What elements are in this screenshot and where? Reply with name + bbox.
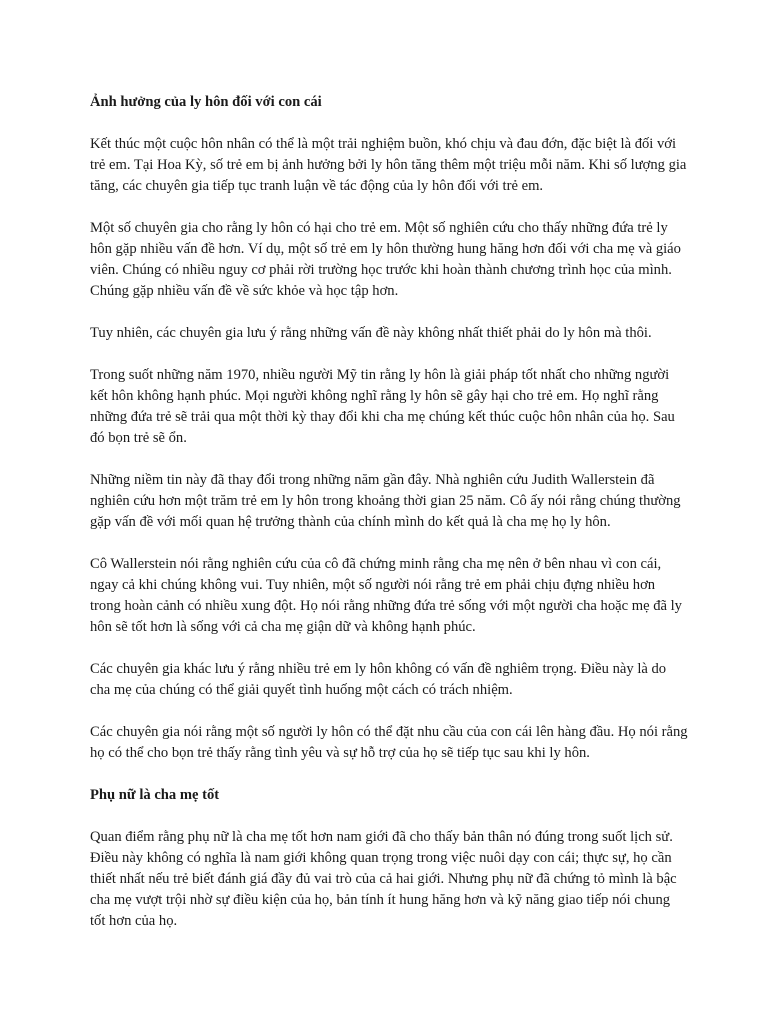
paragraph: Một số chuyên gia cho rằng ly hôn có hại cho trẻ em. Một số nghiên cứu cho thấy những đứa trẻ ly hôn gặp nhiều vấn đề hơn. Ví dụ, một số trẻ em ly hôn thường hung hăng hơn đối với cha mẹ và giáo viên. Chúng có nhiều nguy cơ phải rời trường học trước khi hoàn thành chương trình học của mình. Chúng gặp nhiều vấn đề về sức khỏe và học tập hơn. [90,220,681,299]
paragraph: Các chuyên gia khác lưu ý rằng nhiều trẻ em ly hôn không có vấn đề nghiêm trọng. Điều này là do cha mẹ của chúng có thể giải quyết tình huống một cách có trách nhiệm. [90,661,667,698]
paragraph: Trong suốt những năm 1970, nhiều người Mỹ tin rằng ly hôn là giải pháp tốt nhất cho những người kết hôn không hạnh phúc. Mọi người không nghĩ rằng ly hôn sẽ gây hại cho trẻ em. Họ nghĩ rằng những đứa trẻ sẽ trải qua một thời kỳ thay đổi khi cha mẹ chúng kết thúc cuộc hôn nhân của họ. Sau đó bọn trẻ sẽ ổn. [90,367,675,446]
paragraph: Những niềm tin này đã thay đổi trong những năm gần đây. Nhà nghiên cứu Judith Wallerstein đã nghiên cứu hơn một trăm trẻ em ly hôn trong khoảng thời gian 25 năm. Cô ấy nói rằng chúng thường gặp vấn đề với mối quan hệ trưởng thành của chính mình do kết quả là cha mẹ họ ly hôn. [90,472,681,530]
document-page [90,92,688,953]
section-heading-divorce-effects: Ảnh hưởng của ly hôn đối với con cái [90,94,322,110]
paragraph: Tuy nhiên, các chuyên gia lưu ý rằng những vấn đề này không nhất thiết phải do ly hôn mà thôi. [90,325,652,341]
paragraph: Các chuyên gia nói rằng một số người ly hôn có thể đặt nhu cầu của con cái lên hàng đầu. Họ nói rằng họ có thể cho bọn trẻ thấy rằng tình yêu và sự hỗ trợ của họ sẽ tiếp tục sau khi ly hôn. [90,724,688,761]
section-heading-women-parents: Phụ nữ là cha mẹ tốt [90,787,220,803]
paragraph: Quan điểm rằng phụ nữ là cha mẹ tốt hơn nam giới đã cho thấy bản thân nó đúng trong suốt lịch sử. Điều này không có nghĩa là nam giới không quan trọng trong việc nuôi dạy con cái; thực sự, họ cần thiết nhất nếu trẻ biết đánh giá đầy đủ vai trò của cả hai giới. Nhưng phụ nữ đã chứng tỏ mình là bậc cha mẹ vượt trội nhờ sự điều kiện của họ, bản tính ít hung hăng hơn và kỹ năng giao tiếp nói chung tốt hơn của họ. [90,829,677,929]
paragraph: Cô Wallerstein nói rằng nghiên cứu của cô đã chứng minh rằng cha mẹ nên ở bên nhau vì con cái, ngay cả khi chúng không vui. Tuy nhiên, một số người nói rằng trẻ em phải chịu đựng nhiều hơn trong hoàn cảnh có nhiều xung đột. Họ nói rằng những đứa trẻ sống với một người cha hoặc mẹ đã ly hôn sẽ tốt hơn là sống với cả cha mẹ giận dữ và không hạnh phúc. [90,556,682,635]
paragraph: Kết thúc một cuộc hôn nhân có thể là một trải nghiệm buồn, khó chịu và đau đớn, đặc biệt là đối với trẻ em. Tại Hoa Kỳ, số trẻ em bị ảnh hưởng bởi ly hôn tăng thêm một triệu mỗi năm. Khi số lượng gia tăng, các chuyên gia tiếp tục tranh luận về tác động của ly hôn đối với trẻ em. [90,136,687,194]
